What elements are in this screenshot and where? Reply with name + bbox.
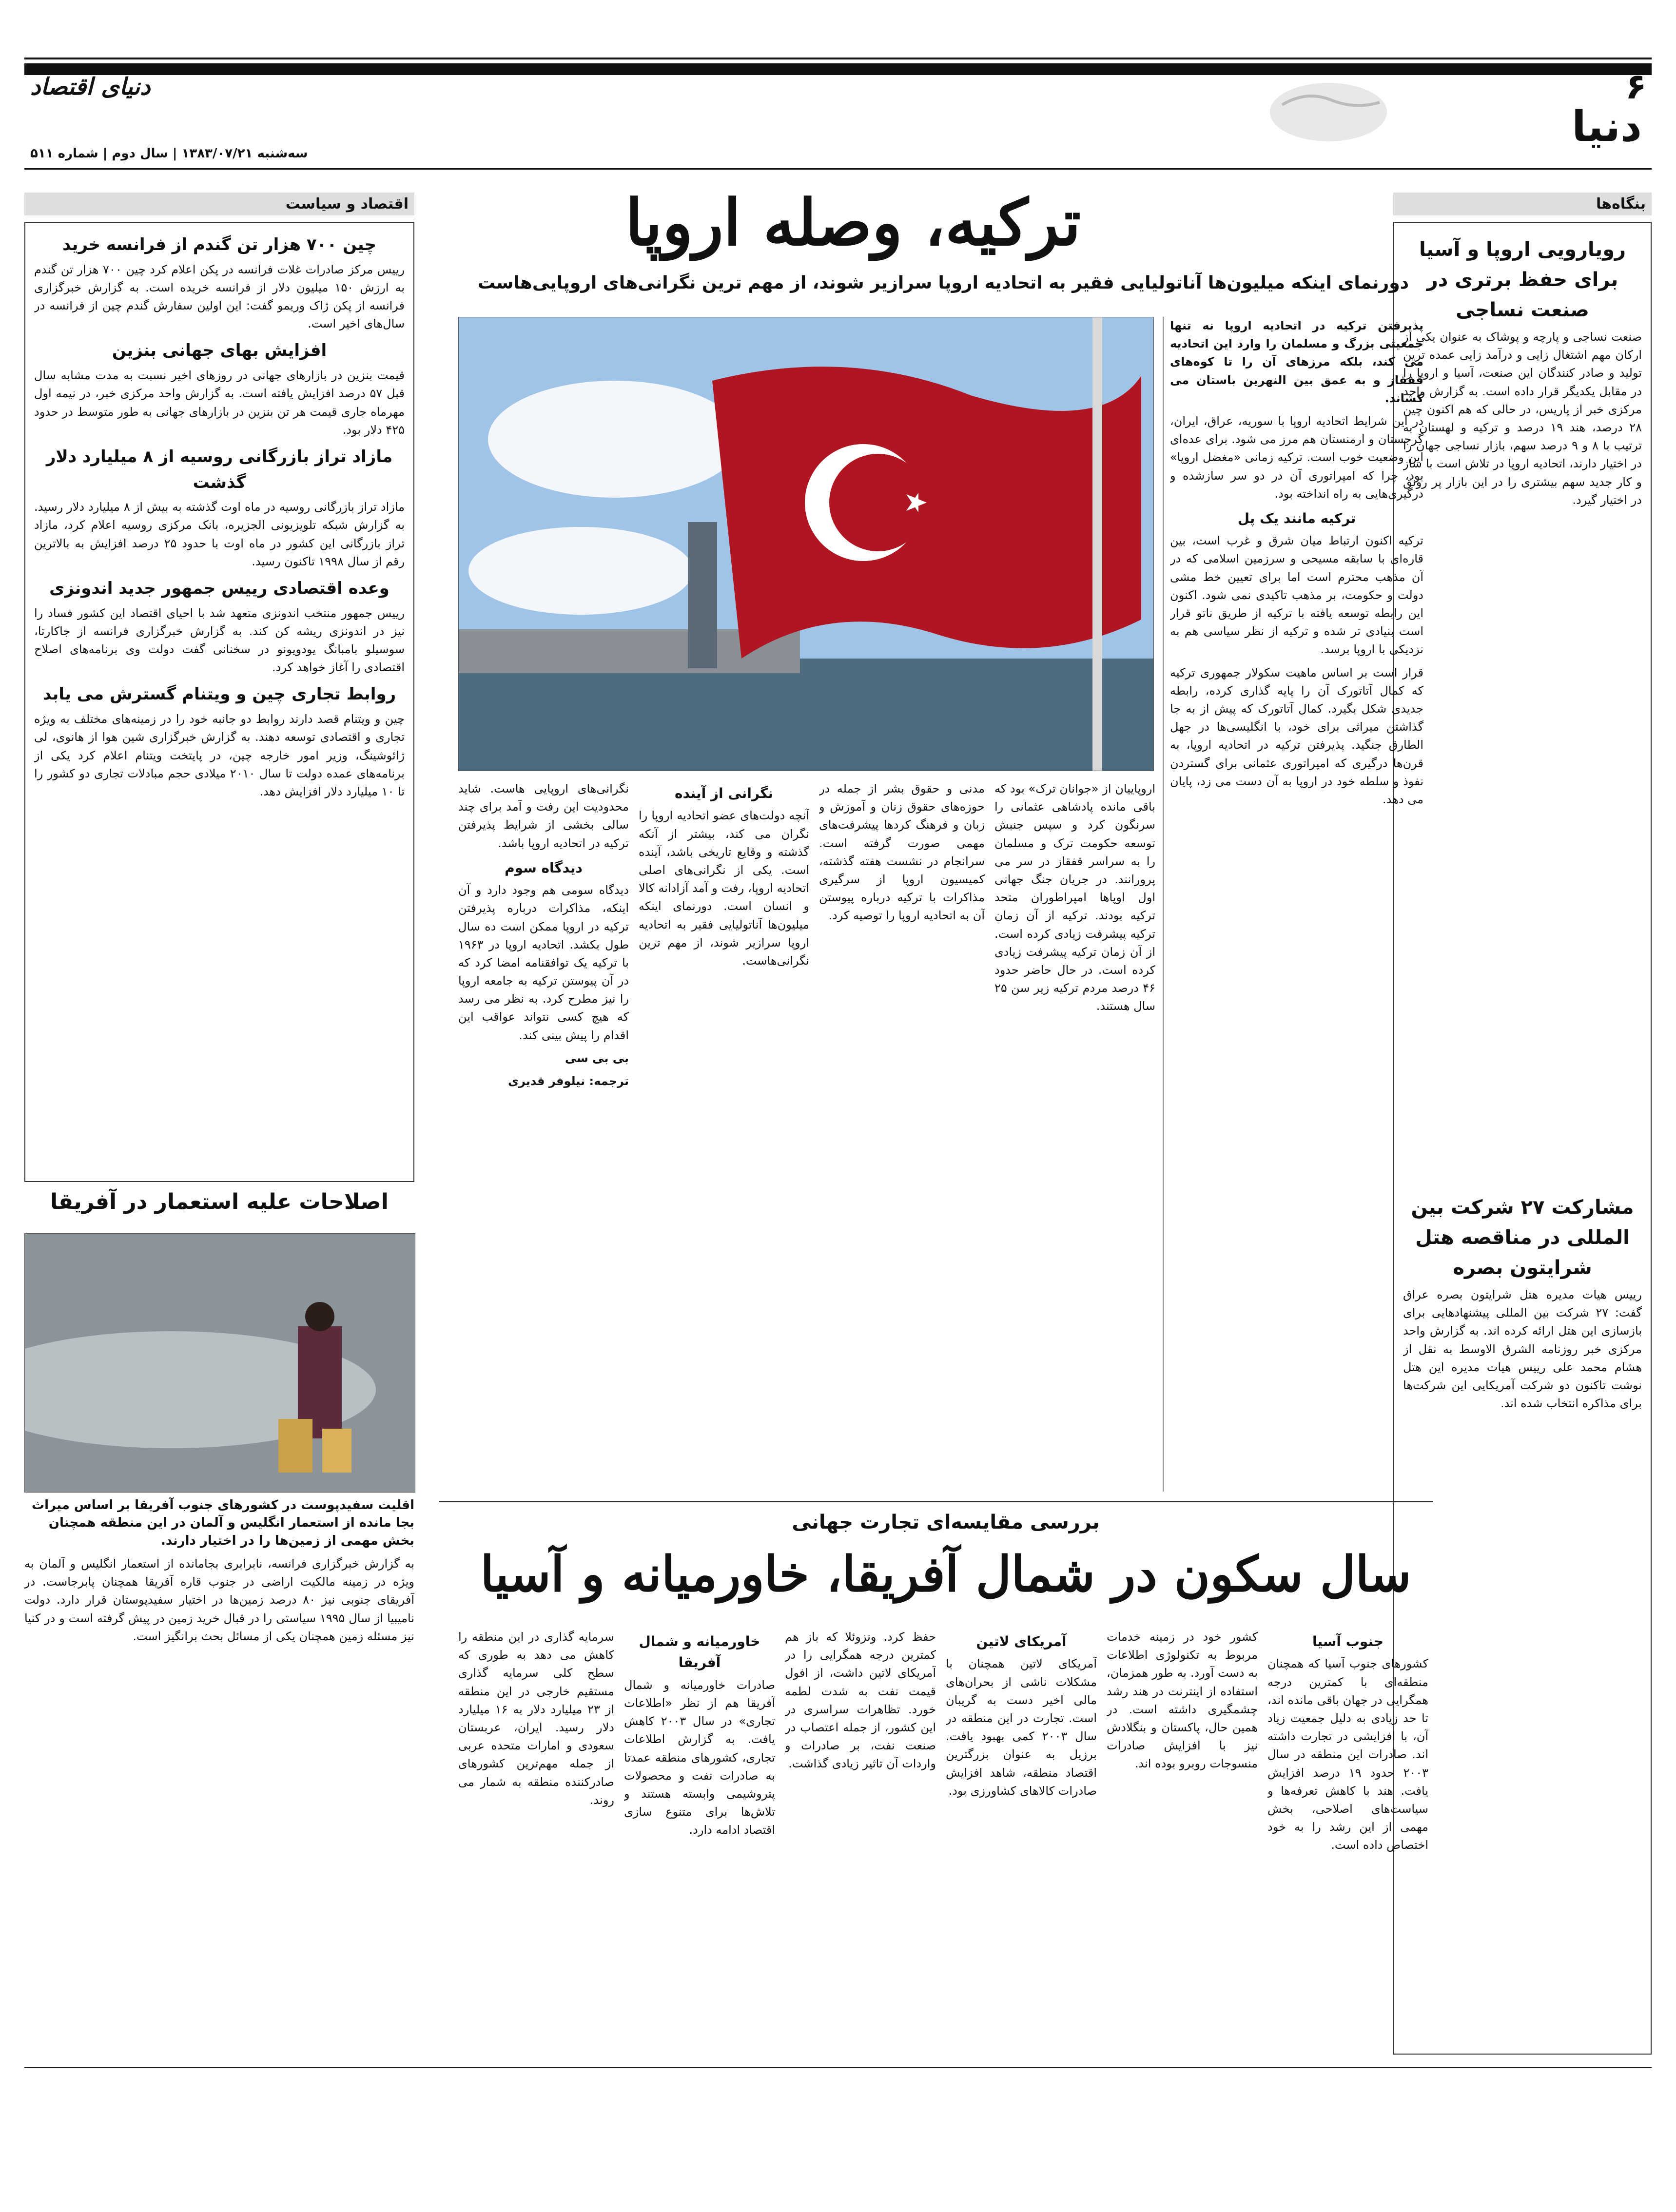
main-col-5-text: نگرانی‌های اروپایی هاست. شاید محدودیت این رفت و آمد برای چند سالی بخشی از شرایط پذیرفتن ترکیه در اتحادیه اروپا باشد. <box>458 782 629 850</box>
second-story-top-rule <box>439 1501 1433 1502</box>
header-divider <box>24 168 1652 170</box>
second-sub-e: خاورمیانه و شمال آفریقا <box>639 1633 760 1671</box>
turkish-flag-photo-icon <box>459 317 1153 771</box>
main-col-1 <box>1170 317 1423 1492</box>
left-item-5-title: روابط تجاری چین و ویتنام گسترش می یابد <box>42 684 396 704</box>
second-col-f-text: سرمایه گذاری در این منطقه را کاهش می دهد به طوری که سطح کلی سرمایه گذاری مستقیم خارجی در این منطقه از ۲۳ میلیارد دلار به ۱۶ میلیارد دلار رسید. ایران، عربستان سعودی و امارات متحده عربی از جمله مهم‌ترین کشورهای صادرکننده منطقه به شمار می روند. <box>458 1630 614 1807</box>
left-item-2-title: افزایش بهای جهانی بنزین <box>112 341 327 361</box>
second-title: سال سکون در شمال آفریقا، خاورمیانه و آسیا <box>480 1545 1411 1603</box>
second-col-d <box>785 1628 936 2052</box>
second-sub-a: جنوب آسیا <box>1312 1633 1384 1649</box>
main-sub-1: ترکیه مانند یک پل <box>1237 510 1356 526</box>
right-story-2-title: مشارکت ۲۷ شرکت بین المللی در مناقصه هتل شرایتون بصره <box>1411 1196 1634 1279</box>
main-col-5b-text: دیدگاه سومی هم وجود دارد و آن اینکه، مذاکرات درباره پذیرفتن ترکیه در اروپا ممکن است ده سال طول بکشد. اتحادیه اروپا در ۱۹۶۳ با ترکیه یک توافقنامه امضا کرد که در آن پیوستن ترکیه به جامعه اروپا را نیز مطرح کرد. به نظر می رسد که هیچ کسی نتواند عواقب این اقدام را پیش بینی کند. <box>458 883 629 1042</box>
africa-body: به گزارش خبرگزاری فرانسه، نابرابری بجامانده از استعمار انگلیس و آلمان به ویژه در زمینه مالکیت اراضی در جنوب قاره آفریقا همچنان پابرجاست. در آفریقای جنوبی نیز ۸۰ درصد زمین‌ها در اختیار سفیدپوستان قرار دارد. دولت نامیبیا از سال ۱۹۹۵ سیاستی را در قبال خرید زمین در پیش گرفته است و در کنیا نیز مسئله زمین همچنان یکی از مسائل بحث برانگیز است. <box>24 1557 414 1643</box>
main-sub-5: دیدگاه سوم <box>505 859 583 876</box>
header-top-rule <box>24 58 1652 59</box>
left-news-list <box>34 229 405 1175</box>
left-item-5-body: چین و ویتنام قصد دارند روابط دو جانبه خود را در زمینه‌های مختلف به ویژه تجاری و اقتصادی توسعه دهند. به گزارش خبرگزاری شین هوا از هانوی، لی ژائوشینگ، وزیر امور خارجه چین، در پایتخت ویتنام اعلام کرد یکی از برنامه‌های عمده دولت تا سال ۲۰۱۰ میلادی حجم مبادلات تجاری دو کشور را تا ۱۰ میلیارد دلار افزایش دهد. <box>34 712 405 798</box>
right-story-2-body: رییس هیات مدیره هتل شرایتون بصره عراق گفت: ۲۷ شرکت بین المللی پیشنهادهایی برای بازسازی این هتل ارائه کرده اند. به گزارش واحد مرکزی خبر روزنامه الشرق الاوسط به نقل از هشام محمد علی رییس هیات مدیره این هتل نوشت تاکنون دو شرکت آمریکایی این شرکت‌ها برای مذاکره انتخاب شده اند. <box>1403 1288 1642 1411</box>
main-col-1-text: در این شرایط اتحادیه اروپا با سوریه، عراق، ایران، گرجستان و ارمنستان هم مرز می شود. برای عده‌ای این وضعیت خوب است. ترکیه زمانی «مغضل اروپا» بود، چرا که امپراتوری آن در دو سر سازشده و درگیری‌هایی به راه انداخته بود. <box>1170 414 1423 501</box>
africa-photo <box>24 1233 415 1493</box>
hero-photo <box>458 317 1154 771</box>
second-sub-c: آمریکای لاتین <box>976 1633 1067 1649</box>
dateline: سه‌شنبه ۱۳۸۳/۰۷/۲۱ | سال دوم | شماره ۵۱۱ <box>30 146 308 161</box>
right-sidebar-label: بنگاه‌ها <box>1393 193 1652 215</box>
right-story-1-title: رویارویی اروپا و آسیا برای حفظ برتری در صنعت نساجی <box>1419 238 1626 321</box>
byline-source: بی بی سی <box>565 1051 629 1065</box>
section-title: دنیا <box>1572 102 1642 151</box>
right-story-1-body: صنعت نساجی و پارچه و پوشاک به عنوان یکی از ارکان مهم اشتغال زایی و درآمد زایی عمده ترین تولید و صادر کنندگان این صنعت، آسیا و اروپا را در مقابل یکدیگر قرار داده است. به گزارش واحد مرکزی خبر از پاریس، در حالی که هم اکنون چین ۲۸ درصد، هند ۱۹ درصد و ترکیه و لهستان به ترتیب با ۸ و ۹ درصد سهم، بازار نساجی جهان را در اختیار دارند، اتحادیه اروپا در تلاش است با ساز و کار جدید سهم بیشتری را در این بازار پر رونق در اختیار گیرد. <box>1403 330 1642 507</box>
second-col-c <box>946 1628 1097 2052</box>
second-col-d-text: حفظ کرد. ونزوئلا که باز هم کمترین درجه همگرایی را در آمریکای لاتین داشت، از افول قیمت نفت به شدت لطمه خورد. تظاهرات سراسری در این کشور، از جمله اعتصاب در صنعت نفت، بر صادرات و واردات آن تاثیر زیادی گذاشت. <box>785 1630 936 1771</box>
footer-rule <box>24 2067 1652 2068</box>
main-col-5 <box>458 780 629 1492</box>
main-col-divider <box>1163 317 1164 1492</box>
africa-caption: اقلیت سفیدپوست در کشورهای جنوب آفریقا بر اساس میراث بجا مانده از استعمار انگلیس و آلمان در این منطقه همچنان بخش مهمی از زمین‌ها را در اختیار دارند. <box>31 1498 414 1548</box>
main-col-4b <box>639 780 809 1492</box>
main-col-3 <box>994 780 1155 1492</box>
second-col-f <box>458 1628 614 2052</box>
main-title: ترکیه، وصله اروپا <box>625 185 1081 260</box>
main-col-2-text: قرار است بر اساس ماهیت سکولار جمهوری ترکیه که کمال آتاتورک آن را پایه گذاری کرده، رابطه جدیدی شکل بگیرد. کمال آتاتورک که پیش از به جا گذاشتن میراثی برای خود، با انگلیسی‌ها در جهل الطارق جنگید. پذیرفتن ترکیه در اتحادیه اروپا، به قرن‌ها درگیری که امپراتوری عثمانی برای گستردن نفوذ و سلطه خود در اروپا به آن دست می زد، پایان می دهد. <box>1170 665 1423 806</box>
left-item-3-title: مازاد تراز بازرگانی روسیه از ۸ میلیارد دلار گذشت <box>46 446 393 492</box>
main-sub-4: نگرانی از آینده <box>674 785 774 801</box>
second-col-a <box>1267 1628 1428 2052</box>
left-item-1-body: رییس مرکز صادرات غلات فرانسه در پکن اعلام کرد چین ۷۰۰ هزار تن گندم به ارزش ۱۵۰ میلیون دلار از فرانسه خریده است. به گزارش خبرگزاری فرانسه از پکن ژاک وریمو گفت: این اولین سفارش گندم چین از فرانسه در سال‌های اخیر است. <box>34 262 405 331</box>
second-col-e-text: صادرات خاورمیانه و شمال آفریقا هم از نظر «اطلاعات تجاری» در سال ۲۰۰۳ کاهش یافت. به گزارش اطلاعات تجاری، کشورهای منطقه عمدتا به صادرات نفت و محصولات پتروشیمی وابسته هستند و تلاش‌ها برای متنوع سازی اقتصاد ادامه دارد. <box>624 1678 775 1837</box>
brand-logo: دنیای اقتصاد <box>30 73 151 100</box>
left-item-4-title: وعده اقتصادی رییس جمهور جدید اندونزی <box>49 579 390 598</box>
second-col-a-text: کشورهای جنوب آسیا که همچنان منطقه‌ای با کمترین درجه همگرایی در جهان باقی مانده اند، تا حد زیادی به دلیل جمعیت زیاد آن، با افزایشی در تجارت داشته اند. صادرات این منطقه در سال ۲۰۰۳ حدود ۱۹ درصد افزایش یافت. هند با کاهش تعرفه‌ها و سیاست‌های اصلاحی، بخش مهمی از این رشد را به خود اختصاص داده است. <box>1267 1657 1428 1852</box>
byline-translator: ترجمه: نیلوفر قدیری <box>507 1074 629 1088</box>
left-item-1-title: چین ۷۰۰ هزار تن گندم از فرانسه خرید <box>62 235 376 254</box>
header-bar <box>24 63 1652 75</box>
main-col-3-text: اروپاییان از «جوانان ترک» بود که باقی مانده پادشاهی عثمانی را سرنگون کرد و سپس جنبش توسعه حکومت ترک و مسلمان را به سراسر قفقاز در سر می پرورانند. در جریان جنگ جهانی اول اوپاها امپراطوران متحد ترکیه بودند. ترکیه از آن زمان ترکیه پیشرفت زیادی کرده است. از آن زمان ترکیه پیشرفت زیادی کرده است. در حال حاضر حدود ۴۶ درصد مردم ترکیه زیر سن ۲۵ سال هستند. <box>994 782 1155 1013</box>
second-col-e <box>624 1628 775 2052</box>
globe-icon <box>1267 80 1389 144</box>
africa-title: اصلاحات علیه استعمار در آفریقا <box>50 1189 389 1214</box>
second-col-c-text: آمریکای لاتین همچنان با مشکلات ناشی از بحران‌های مالی اخیر دست به گریبان است. تجارت در این منطقه در سال ۲۰۰۳ کمی بهبود یافت. برزیل به عنوان بزرگترین اقتصاد منطقه، شاهد افزایش صادرات کالاهای کشاورزی بود. <box>946 1657 1097 1798</box>
page-number: ۶ <box>1625 66 1647 107</box>
left-item-3-body: مازاد تراز بازرگانی روسیه در ماه اوت گذشته به بیش از ۸ میلیارد دلار رسید. به گزارش شبکه تلویزیونی الجزیره، بانک مرکزی روسیه اعلام کرد، مازاد تراز بازرگانی این کشور در ماه اوت با حدود ۲۵ درصد افزایش به بالاترین رقم از سال ۱۹۹۸ تاکنون رسید. <box>34 500 405 568</box>
left-sidebar-label: اقتصاد و سیاست <box>24 193 414 215</box>
second-col-b-text: کشور خود در زمینه خدمات مربوط به تکنولوژی اطلاعات به دست آورد. به طور همزمان، استفاده از اینترنت در هند رشد چشمگیری داشته است. در همین حال، پاکستان و بنگلادش نیز با افزایش صادرات منسوجات روبرو بوده اند. <box>1107 1630 1258 1771</box>
right-story-1 <box>1403 232 1642 1158</box>
main-col-1b-text: ترکیه اکنون ارتباط میان شرق و غرب است، بین قاره‌ای با سابقه مسیحی و سرزمین اسلامی که در آن مذهب محترم است اما برای تعیین خط مشی دولت و حکومت، بر مذهب تاکیدی نمی شود. اکنون این رابطه توسعه یافته با ترکیه از طریق ناتو قرار است بنیادی تر شده و ترکیه از نظر سیاسی هم به نزدیکی با اروپا برسد. <box>1170 534 1423 657</box>
main-col-4-text: مدنی و حقوق بشر از جمله در حوزه‌های حقوق زنان و آموزش و زبان و فرهنگ کردها پیشرفت‌های مهمی صورت گرفته است. سرانجام در نشست هفته گذشته، کمیسیون اروپا از سرگیری مذاکرات با ترکیه درباره پیوستن آن به اتحادیه اروپا را توصیه کرد. <box>819 782 985 923</box>
second-col-b <box>1107 1628 1258 2052</box>
main-col-4 <box>819 780 985 1492</box>
main-subtitle: دورنمای اینکه میلیون‌ها آناتولیایی فقیر به اتحادیه اروپا سرازیر شوند، از مهم ترین نگرانی‌های اروپایی‌هاست <box>477 273 1409 293</box>
main-col-4b-text: آنچه دولت‌های عضو اتحادیه اروپا را نگران می کند، بیشتر از آنکه گذشته و وقایع تاریخی باشد، آینده است. یکی از نگرانی‌های اصلی اتحادیه اروپا، رفت و آمد آزادانه کالا و انسان است. دورنمای اینکه میلیون‌ها آناتولیایی فقیر به اتحادیه اروپا سرازیر شوند، از مهم ترین نگرانی‌هاست. <box>639 809 809 968</box>
second-kicker: بررسی مقایسه‌ای تجارت جهانی <box>792 1511 1100 1533</box>
african-girl-water-photo-icon <box>25 1234 415 1492</box>
right-story-2 <box>1403 1189 1642 2042</box>
left-item-4-body: رییس جمهور منتخب اندونزی متعهد شد با احیای اقتصاد این کشور فساد را نیز در اندونزی ریشه کن کند. به گزارش خبرگزاری فرانسه از جاکارتا، سوسیلو بامبانگ یودویونو در سخنانی گفت دولت وی برنامه‌های اصلاح اقتصادی را آغاز خواهد کرد. <box>34 606 405 675</box>
main-lead: پذیرفتن ترکیه در اتحادیه اروپا نه تنها جمعیتی بزرگ و مسلمان را وارد این اتحادیه می کند، بلکه مرزهای آن را تا کوه‌های قفقاز و به عمق بین النهرین باستان می کشاند. <box>1170 319 1423 405</box>
left-item-2-body: قیمت بنزین در بازارهای جهانی در روزهای اخیر نسبت به مدت مشابه سال قبل ۵۷ درصد افزایش یافته است. به گزارش واحد مرکزی خبر، در نیمه اول مهرماه جاری قیمت هر تن بنزین در بازارهای جهانی به طور متوسط در حدود ۴۲۵ دلار بود. <box>34 369 405 437</box>
